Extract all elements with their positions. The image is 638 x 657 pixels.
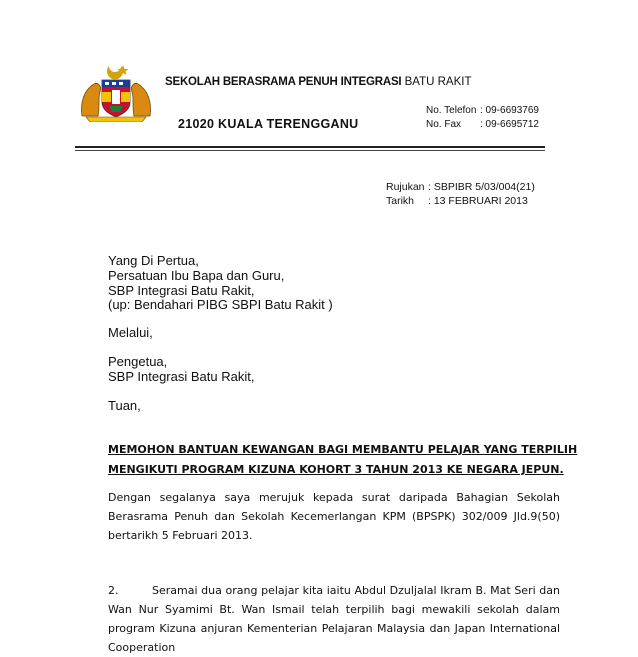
subject-line: MENGIKUTI PROGRAM KIZUNA KOHORT 3 TAHUN 2013 KE NEGARA JEPUN. [108,463,564,476]
phone-value: : 09-6693769 [480,105,539,116]
via-line: Pengetua, [108,354,168,369]
subject-line: MEMOHON BANTUAN KEWANGAN BAGI MEMBANTU PELAJAR YANG TERPILIH [108,443,578,456]
via-label: Melalui, [108,325,153,340]
letterhead-divider [75,146,545,148]
paragraph-number: 2. [108,584,119,597]
school-name: SEKOLAH BERASRAMA PENUH INTEGRASI BATU RAKIT [165,76,472,88]
malaysia-coat-of-arms-icon [76,62,156,122]
letterhead-divider-thin [75,150,545,151]
paragraph-text: Seramai dua orang pelajar kita iaitu Abdul Dzuljalal Ikram B. Mat Seri dan Wan Nur Syamimi Bt. Wan Ismail telah terpilih bagi mewakili sekolah dalam program Kizuna anjuran Kementerian Pelajaran Malaysia dan Japan International Cooperation [108,584,560,654]
tarikh-label: Tarikh [386,195,415,207]
fax-label: No. Fax [426,119,462,130]
tarikh-value: : 13 FEBRUARI 2013 [428,195,528,207]
via-line: SBP Integrasi Batu Rakit, [108,369,255,384]
addressee-line: Persatuan Ibu Bapa dan Guru, [108,268,285,283]
fax-value: : 09-6695712 [480,119,539,130]
body-paragraph-1: Dengan segalanya saya merujuk kepada surat daripada Bahagian Sekolah Berasrama Penuh dan Sekolah Kecemerlangan KPM (BPSPK) 302/009 Jld.9(50) bertarikh 5 Februari 2013. [108,491,560,542]
addressee-line: SBP Integrasi Batu Rakit, [108,283,255,298]
body-paragraph-2 [108,581,560,657]
addressee-line: (up: Bendahari PIBG SBPI Batu Rakit ) [108,297,333,312]
rujukan-value: : SBPIBR 5/03/004(21) [428,181,535,193]
addressee-line: Yang Di Pertua, [108,253,199,268]
school-city-postcode: 21020 KUALA TERENGGANU [178,117,359,131]
rujukan-label: Rujukan [386,181,425,193]
salutation: Tuan, [108,398,141,413]
phone-label: No. Telefon [426,105,477,116]
